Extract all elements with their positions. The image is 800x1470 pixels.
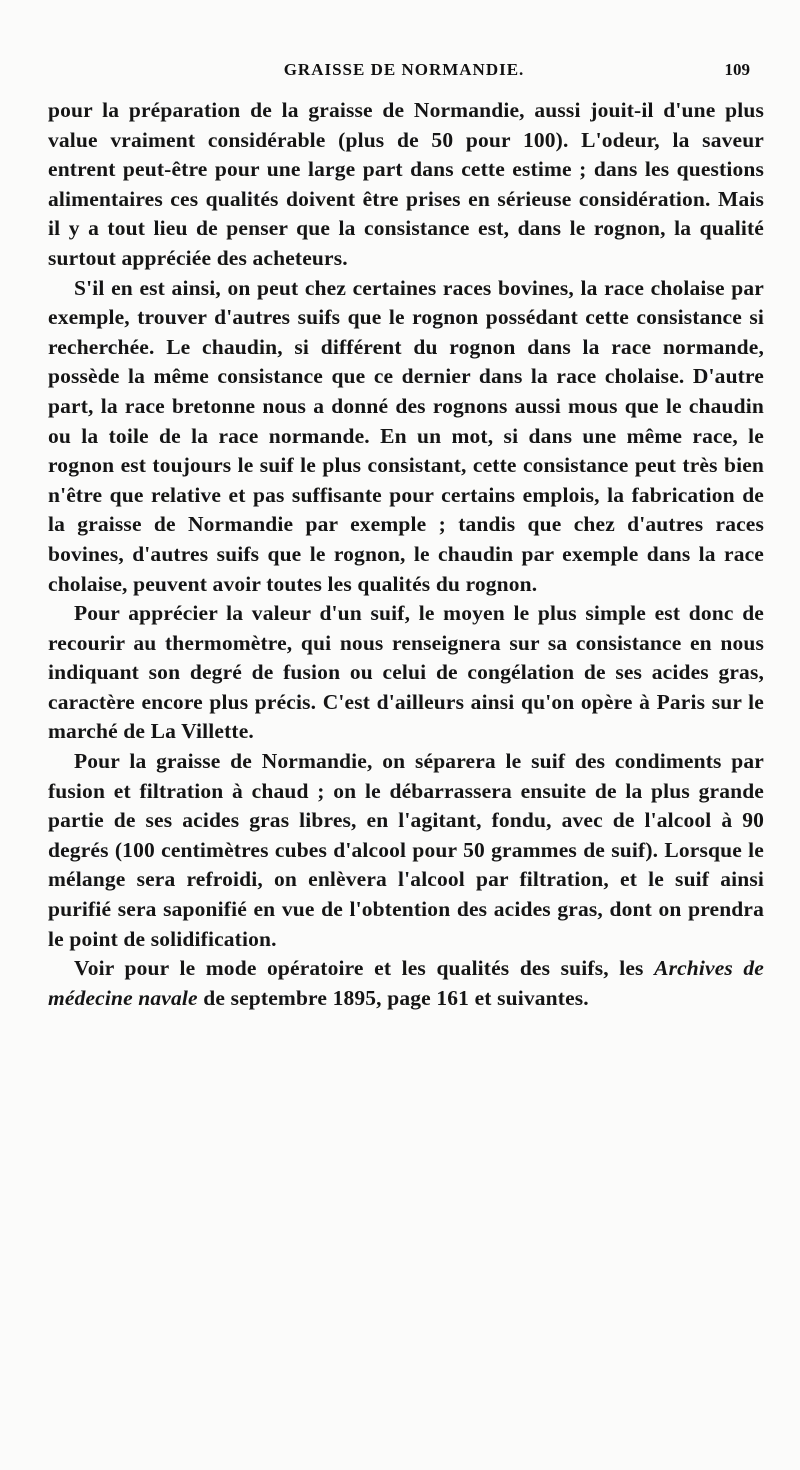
paragraph-5-tail: de septembre 1895, page 161 et suivantes.	[203, 985, 589, 1010]
paragraph-2: S'il en est ainsi, on peut chez certaines races bovines, la race cholaise par exemple, trouver d'autres suifs que le rognon possédant cette consistance si recherchée. Le chaudin, si différent du rognon dans la race normande, possède la même consistance que ce dernier dans la race cholaise. D'autre part, la race bretonne nous a donné des rognons aussi mous que le chaudin ou la toile de la race normande. En un mot, si dans une même race, le rognon est toujours le suif le plus consistant, cette consistance peut très bien n'être que relative et pas suffisante pour certains emplois, la fabrication de la graisse de Normandie par exemple ; tandis que chez d'autres races bovines, d'autres suifs que le rognon, le chaudin par exemple dans la race cholaise, peuvent avoir toutes les qualités du rognon.	[48, 275, 764, 596]
paragraph-1: pour la préparation de la graisse de Normandie, aussi jouit-il d'une plus value vraiment considérable (plus de 50 pour 100). L'odeur, la saveur entrent peut-être pour une large part dans cette estime ; dans les questions alimentaires ces qualités doivent être prises en sérieuse considération. Mais il y a tout lieu de penser que la consistance est, dans le rognon, la qualité surtout appréciée des acheteurs.	[48, 98, 764, 270]
running-title: GRAISSE DE NORMANDIE.	[283, 60, 525, 79]
paragraph-4: Pour la graisse de Normandie, on séparera le suif des condiments par fusion et filtration à chaud ; on le débarrassera ensuite de la plus grande partie de ses acides gras libres, en l'agitant, fondu, avec de l'alcool à 90 degrés (100 centimètres cubes d'alcool pour 50 grammes de suif). Lorsque le mélange sera refroidi, on enlèvera l'alcool par filtration, et le suif ainsi purifié sera saponifié en vue de l'obtention des acides gras, dont on prendra le point de solidification.	[48, 749, 764, 951]
page-number: 109	[724, 60, 750, 79]
paragraph-5-lead: Voir pour le mode opératoire et les qualités des suifs, les	[74, 956, 644, 981]
paragraph-3: Pour apprécier la valeur d'un suif, le moyen le plus simple est donc de recourir au thermomètre, qui nous renseignera sur sa consistance en nous indiquant son degré de fusion ou celui de congélation de ses acides gras, caractère encore plus précis. C'est d'ailleurs ainsi qu'on opère à Paris sur le marché de La Villette.	[48, 601, 764, 744]
body-text	[48, 96, 764, 1013]
journal-title: Archives de médecine navale	[48, 956, 764, 1010]
paragraph-5	[48, 954, 764, 1013]
running-header	[48, 60, 760, 86]
